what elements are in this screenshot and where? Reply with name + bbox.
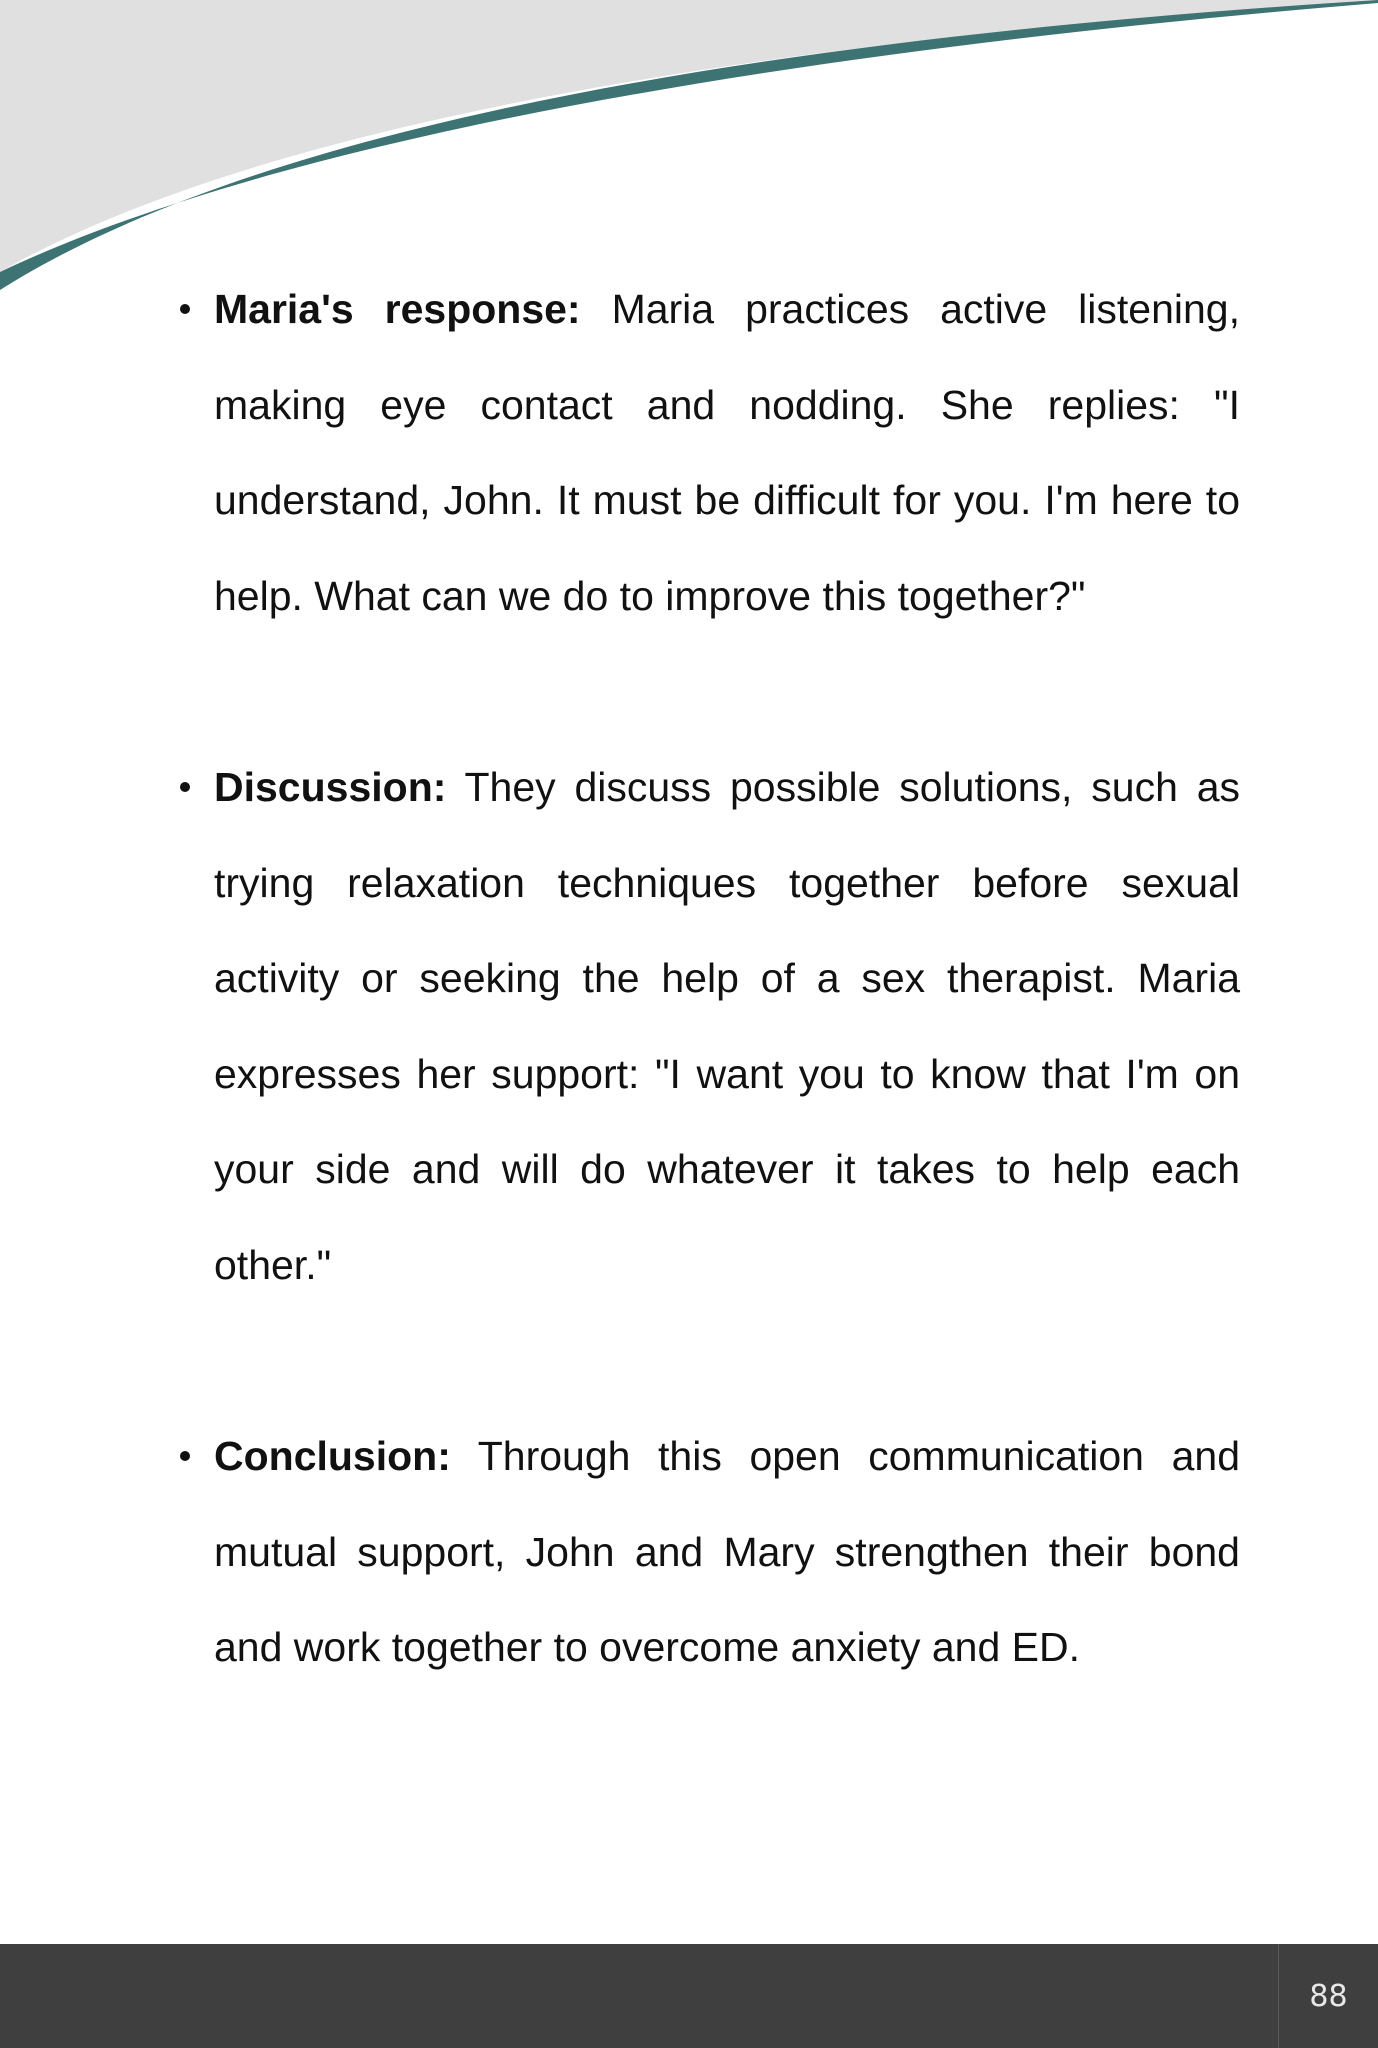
bullet-marker xyxy=(180,304,190,314)
document-body xyxy=(175,262,1240,1696)
bullet-text: Maria practices active listening, making eye contact and nodding. She replies: "I understand, John. It must be difficult for you. I'm here to help. What can we do to improve this together?" xyxy=(214,286,1240,619)
page-number: 88 xyxy=(1309,1978,1348,2014)
bullet-marker xyxy=(180,782,190,792)
bullet-item-conclusion xyxy=(175,1409,1240,1696)
bullet-text: Through this open communication and mutual support, John and Mary strengthen their bond and work together to overcome anxiety and ED. xyxy=(214,1433,1240,1670)
page-number-box xyxy=(1278,1944,1378,2048)
header-gray-shape xyxy=(0,0,1378,272)
bullet-lead: Discussion: xyxy=(214,764,447,810)
bullet-item-maria-response xyxy=(175,262,1240,644)
bullet-lead: Conclusion: xyxy=(214,1433,451,1479)
page-footer xyxy=(0,1944,1378,2048)
bullet-item-discussion xyxy=(175,740,1240,1313)
header-decoration xyxy=(0,0,1378,300)
bullet-text: They discuss possible solutions, such as trying relaxation techniques together before sexual activity or seeking the help of a sex therapist. Maria expresses her support: "I want you to know that I'm on your side and will do whatever it takes to help each other." xyxy=(214,764,1240,1288)
bullet-marker xyxy=(180,1451,190,1461)
bullet-lead: Maria's response: xyxy=(214,286,581,332)
